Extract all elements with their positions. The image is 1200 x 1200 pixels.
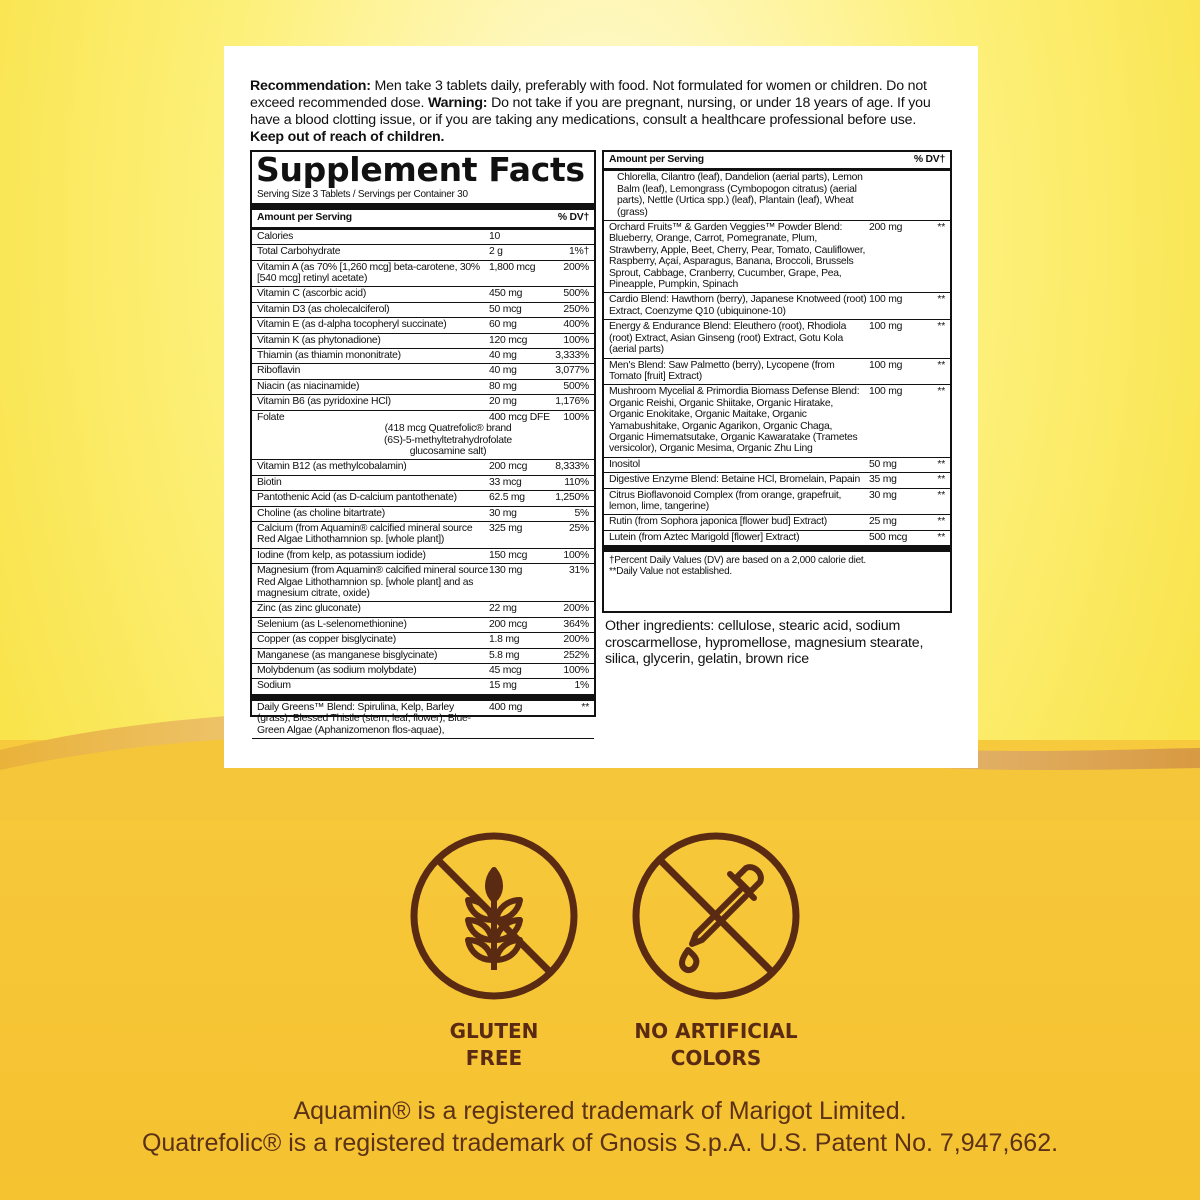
nutrient-name: Vitamin C (ascorbic acid) bbox=[257, 288, 367, 300]
facts-header-right: Amount per Serving % DV† bbox=[604, 152, 950, 171]
nutrient-amount: 40 mg bbox=[489, 350, 517, 362]
nutrient-dv: ** bbox=[937, 489, 945, 501]
nutrient-name: Calcium (from Aquamin® calcified mineral source Red Algae Lithothamnion sp. [whole plant]) bbox=[257, 522, 473, 546]
facts-row bbox=[604, 221, 950, 293]
nutrient-name: Calories bbox=[257, 230, 294, 242]
nutrient-name: Thiamin (as thiamin mononitrate) bbox=[257, 350, 401, 362]
nutrient-dv: ** bbox=[937, 531, 945, 543]
nutrient-amount: 60 mg bbox=[489, 319, 517, 331]
nutrient-dv: 25% bbox=[568, 522, 589, 534]
nutrient-amount: 1.8 mg bbox=[489, 634, 520, 646]
nutrient-dv: 1,176% bbox=[555, 396, 589, 408]
serving-size: Serving Size 3 Tablets / Servings per Container 30 bbox=[252, 188, 594, 210]
nutrient-amount: 450 mg bbox=[489, 288, 523, 300]
nutrient-name: Iodine (from kelp, as potassium iodide) bbox=[257, 549, 426, 561]
nutrient-dv: ** bbox=[937, 516, 945, 528]
other-ingredients: Other ingredients: cellulose, stearic acid, sodium croscarmellose, hypromellose, magnesium stearate, silica, glycerin, gelatin, brown rice bbox=[605, 618, 924, 668]
nutrient-dv: ** bbox=[937, 222, 945, 234]
facts-row bbox=[252, 549, 594, 564]
nutrient-dv: 200% bbox=[563, 261, 589, 273]
nutrient-dv: ** bbox=[937, 458, 945, 470]
nutrient-name: Mushroom Mycelial & Primordia Biomass Defense Blend: Organic Reishi, Organic Shiitake, Organic Hiratake, Organic Enokitake, Organic Maitake, Organic Yamabushitake, Organic Agarikon, Organic Chaga, Organic Himematsutake, Organic Kawaratake (Trametes versicolor), Organic Mesima, Organic Zhu Ling bbox=[609, 386, 860, 455]
facts-rows-right bbox=[604, 171, 950, 552]
nutrient-name: Energy & Endurance Blend: Eleuthero (root), Rhodiola (root) Extract, Asian Ginseng (root) Extract, Gotu Kola (aerial parts) bbox=[609, 321, 847, 356]
facts-row bbox=[604, 515, 950, 530]
nutrient-amount: 400 mcg DFE bbox=[489, 411, 550, 423]
facts-row bbox=[252, 664, 594, 679]
facts-row bbox=[252, 679, 594, 700]
nutrient-amount: 15 mg bbox=[489, 680, 517, 692]
facts-row bbox=[252, 318, 594, 333]
nutrient-amount: 50 mg bbox=[869, 458, 897, 470]
nutrient-name: Vitamin A (as 70% [1,260 mcg] beta-carotene, 30% [540 mcg] retinyl acetate) bbox=[257, 261, 480, 285]
nutrient-name: Vitamin B12 (as methylcobalamin) bbox=[257, 461, 407, 473]
facts-row bbox=[252, 602, 594, 617]
nutrient-amount: 2 g bbox=[489, 246, 503, 258]
nutrient-name: Molybdenum (as sodium molybdate) bbox=[257, 665, 417, 676]
supplement-facts-right bbox=[602, 150, 952, 613]
nutrient-name: Cardio Blend: Hawthorn (berry), Japanese Knotweed (root) Extract, Coenzyme Q10 (ubiquinone-10) bbox=[609, 294, 867, 317]
nutrient-name: Biotin bbox=[257, 476, 282, 488]
trademark-aquamin: Aquamin® is a registered trademark of Marigot Limited. bbox=[293, 1097, 907, 1125]
nutrient-dv: 5% bbox=[574, 507, 589, 519]
facts-row bbox=[604, 320, 950, 358]
facts-row bbox=[604, 385, 950, 457]
facts-row bbox=[252, 460, 594, 475]
nutrient-amount: 40 mg bbox=[489, 365, 517, 377]
nutrient-dv: 100% bbox=[563, 549, 589, 561]
nutrient-name: Lutein (from Aztec Marigold [flower] Extract) bbox=[609, 531, 800, 543]
gluten-free-label: GLUTEN FREE bbox=[449, 1019, 539, 1070]
nutrient-dv: 500% bbox=[563, 288, 589, 300]
nutrient-name: Copper (as copper bisglycinate) bbox=[257, 634, 396, 646]
nutrient-dv: 3,077% bbox=[555, 365, 589, 377]
nutrient-name: Zinc (as zinc gluconate) bbox=[257, 603, 361, 615]
nutrient-dv: 364% bbox=[563, 618, 589, 630]
recommendation-text: Recommendation: Men take 3 tablets daily, preferably with food. Not formulated for women or children. Do not exceed recommended dose. Warning: Do not take if you are pregnant, nursing, or under 18 years of age. If you have a blood clotting issue, or if you are taking any medications, consult a healthcare professional before use. Keep out of reach of children. bbox=[250, 78, 931, 145]
nutrient-name: Rutin (from Sophora japonica [flower bud] Extract) bbox=[609, 516, 827, 528]
facts-header: Amount per Serving % DV† bbox=[252, 210, 594, 229]
nutrient-name: Pantothenic Acid (as D-calcium pantothenate) bbox=[257, 492, 457, 504]
nutrient-dv: 100% bbox=[563, 665, 589, 676]
facts-row bbox=[604, 531, 950, 552]
nutrient-amount: 130 mg bbox=[489, 565, 523, 577]
nutrient-name: Vitamin B6 (as pyridoxine HCl) bbox=[257, 396, 391, 408]
facts-row bbox=[604, 458, 950, 473]
nutrient-name: Choline (as choline bitartrate) bbox=[257, 507, 385, 519]
nutrient-name: Magnesium (from Aquamin® calcified mineral source Red Algae Lithothamnion sp. [whole plant] and as magnesium citrate, oxide) bbox=[257, 565, 489, 599]
facts-row bbox=[252, 287, 594, 302]
nutrient-amount: 100 mg bbox=[869, 294, 903, 306]
nutrient-name: Manganese (as manganese bisglycinate) bbox=[257, 649, 438, 661]
facts-row bbox=[604, 359, 950, 386]
nutrient-subtext: (418 mcg Quatrefolic® brand (6S)-5-methyltetrahydrofolate glucosamine salt) bbox=[384, 423, 512, 457]
nutrient-dv: ** bbox=[937, 359, 945, 371]
no-artificial-colors-label: NO ARTIFICIAL COLORS bbox=[634, 1019, 798, 1070]
nutrient-amount: 200 mcg bbox=[489, 618, 528, 630]
nutrient-amount: 150 mcg bbox=[489, 549, 528, 561]
nutrient-name: Citrus Bioflavonoid Complex (from orange, grapefruit, lemon, lime, tangerine) bbox=[609, 489, 842, 512]
facts-row bbox=[252, 395, 594, 410]
supplement-facts-title: Supplement Facts bbox=[256, 150, 585, 189]
nutrient-amount: 35 mg bbox=[869, 474, 897, 486]
nutrient-dv: 500% bbox=[563, 380, 589, 392]
nutrient-dv: 200% bbox=[563, 603, 589, 615]
nutrient-dv: 31% bbox=[568, 565, 589, 577]
nutrient-dv: 100% bbox=[563, 334, 589, 346]
nutrient-dv: 252% bbox=[563, 649, 589, 661]
nutrient-dv: 1% bbox=[574, 680, 589, 692]
facts-row bbox=[252, 649, 594, 664]
supplement-facts-left bbox=[250, 150, 596, 736]
nutrient-name: Men's Blend: Saw Palmetto (berry), Lycopene (from Tomato [fruit] Extract) bbox=[609, 359, 835, 382]
nutrient-dv: 8,333% bbox=[555, 461, 589, 473]
nutrient-dv: 3,333% bbox=[555, 350, 589, 362]
facts-row bbox=[604, 293, 950, 320]
facts-row bbox=[252, 564, 594, 602]
nutrient-dv: ** bbox=[937, 386, 945, 398]
facts-footnotes: †Percent Daily Values (DV) are based on a 2,000 calorie diet. **Daily Value not established. bbox=[609, 555, 866, 578]
nutrient-name: Vitamin D3 (as cholecalciferol) bbox=[257, 303, 390, 315]
facts-row bbox=[252, 230, 594, 245]
nutrient-dv bbox=[927, 172, 945, 218]
nutrient-amount: 45 mcg bbox=[489, 665, 522, 676]
facts-row bbox=[252, 701, 594, 739]
nutrient-amount: 500 mcg bbox=[869, 531, 908, 543]
nutrient-amount: 200 mcg bbox=[489, 461, 528, 473]
nutrient-dv: 100% bbox=[563, 411, 589, 423]
facts-rows-left bbox=[252, 230, 594, 739]
nutrient-name: Digestive Enzyme Blend: Betaine HCl, Bromelain, Papain bbox=[609, 474, 861, 486]
nutrient-name: Chlorella, Cilantro (leaf), Dandelion (aerial parts), Lemon Balm (leaf), Lemongrass (Cymbopogon citratus) (aerial parts), Nettle (Urtica spp.) (leaf), Plantain (leaf), Wheat (grass) bbox=[617, 172, 863, 218]
nutrient-amount: 50 mcg bbox=[489, 303, 522, 315]
nutrient-amount: 120 mcg bbox=[489, 334, 528, 346]
nutrient-name: Folate bbox=[257, 411, 285, 423]
nutrient-dv: ** bbox=[937, 294, 945, 306]
nutrient-name: Inositol bbox=[609, 458, 640, 470]
nutrient-dv: ** bbox=[937, 321, 945, 333]
nutrient-dv: 110% bbox=[564, 476, 589, 488]
facts-row bbox=[252, 522, 594, 549]
facts-row bbox=[252, 618, 594, 633]
nutrient-dv: ** bbox=[937, 474, 945, 486]
nutrient-amount: 100 mg bbox=[869, 386, 903, 398]
nutrient-name: Vitamin K (as phytonadione) bbox=[257, 334, 381, 346]
nutrient-amount: 325 mg bbox=[489, 522, 523, 534]
facts-row bbox=[252, 633, 594, 648]
gluten-free-wheat-icon bbox=[406, 828, 582, 1004]
nutrient-amount: 62.5 mg bbox=[489, 492, 525, 504]
facts-row bbox=[252, 364, 594, 379]
nutrient-dv: 400% bbox=[563, 319, 589, 331]
nutrient-name: Niacin (as niacinamide) bbox=[257, 380, 360, 392]
nutrient-amount: 400 mg bbox=[489, 701, 523, 713]
facts-row bbox=[252, 507, 594, 522]
nutrient-name: Riboflavin bbox=[257, 365, 301, 377]
nutrient-name: Selenium (as L-selenomethionine) bbox=[257, 618, 407, 630]
nutrient-amount: 22 mg bbox=[489, 603, 517, 615]
nutrient-dv: 250% bbox=[563, 303, 589, 315]
facts-row bbox=[252, 411, 594, 461]
nutrient-amount: 10 bbox=[489, 230, 501, 242]
nutrient-amount bbox=[869, 172, 927, 218]
facts-row bbox=[252, 380, 594, 395]
nutrient-name: Daily Greens™ Blend: Spirulina, Kelp, Barley (grass), Blessed Thistle (stem, leaf, flower), Blue-Green Algae (Aphanizomenon flos-aquae), bbox=[257, 701, 471, 736]
facts-row bbox=[252, 491, 594, 506]
keep-out-warning: Keep out of reach of children. bbox=[250, 129, 445, 145]
nutrient-amount: 1,800 mcg bbox=[489, 261, 536, 273]
facts-row bbox=[252, 476, 594, 491]
facts-row bbox=[252, 261, 594, 288]
nutrient-amount: 5.8 mg bbox=[489, 649, 520, 661]
nutrient-dv: 1,250% bbox=[555, 492, 589, 504]
nutrient-amount: 33 mcg bbox=[489, 476, 522, 488]
nutrient-amount: 80 mg bbox=[489, 380, 517, 392]
facts-row bbox=[604, 473, 950, 488]
nutrient-dv: ** bbox=[581, 701, 589, 713]
nutrient-amount: 100 mg bbox=[869, 321, 903, 333]
facts-row bbox=[252, 245, 594, 260]
trademark-quatrefolic: Quatrefolic® is a registered trademark of Gnosis S.p.A. U.S. Patent No. 7,947,662. bbox=[141, 1129, 1059, 1157]
nutrient-dv bbox=[551, 231, 589, 242]
facts-row bbox=[252, 303, 594, 318]
nutrient-amount: 200 mg bbox=[869, 222, 903, 234]
nutrient-amount: 20 mg bbox=[489, 396, 517, 408]
nutrient-amount: 30 mg bbox=[489, 507, 517, 519]
nutrient-dv: 1%† bbox=[568, 246, 589, 258]
facts-row bbox=[257, 412, 589, 423]
no-artificial-colors-dropper-icon bbox=[628, 828, 804, 1004]
nutrient-name: Sodium bbox=[257, 680, 291, 692]
nutrient-name: Orchard Fruits™ & Garden Veggies™ Powder Blend: Blueberry, Orange, Carrot, Pomegranate, Plum, Strawberry, Apple, Beet, Cherry, Pear, Tomato, Cauliflower, Raspberry, Açaí, Asparagus, Banana, Broccoli, Brussels Sprout, Cabbage, Cranberry, Cucumber, Grape, Pea, Pineapple, Pumpkin, Spinach bbox=[609, 222, 866, 291]
nutrient-amount: 100 mg bbox=[869, 359, 903, 371]
facts-row bbox=[252, 334, 594, 349]
nutrient-dv: 200% bbox=[563, 634, 589, 646]
nutrient-name: Total Carbohydrate bbox=[257, 246, 341, 258]
nutrient-amount: 30 mg bbox=[869, 489, 897, 501]
nutrient-amount: 25 mg bbox=[869, 516, 897, 528]
nutrient-name: Vitamin E (as d-alpha tocopheryl succinate) bbox=[257, 319, 447, 331]
facts-row bbox=[604, 489, 950, 516]
facts-row bbox=[604, 171, 950, 221]
facts-row bbox=[252, 349, 594, 364]
